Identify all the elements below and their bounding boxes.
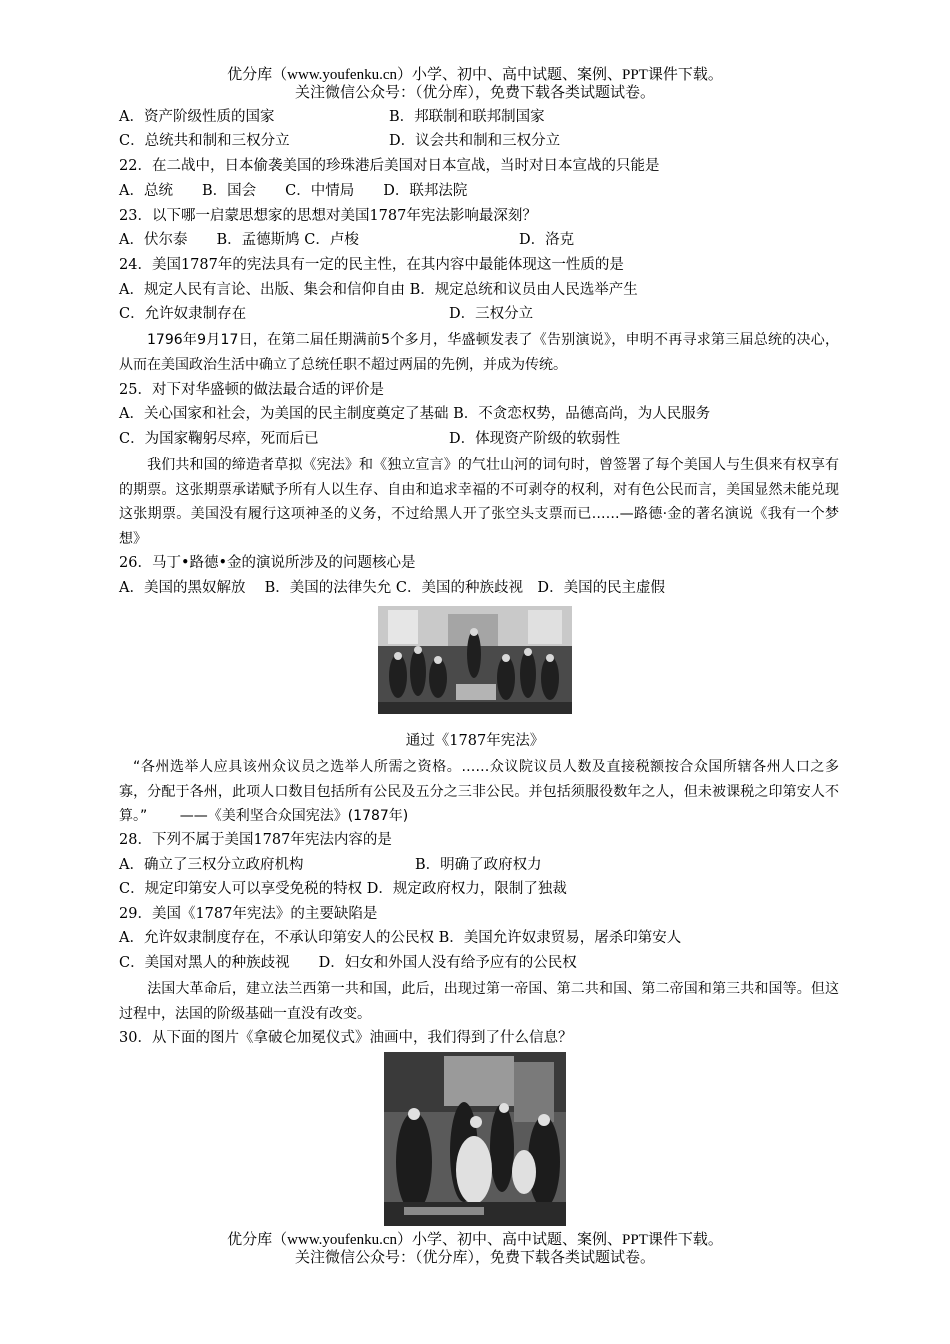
q24-option-d: D．三权分立 <box>449 306 534 322</box>
q23-options <box>119 229 839 251</box>
q29-options-ab: A．允许奴隶制度存在，不承认印第安人的公民权 B．美国允许奴隶贸易，屠杀印第安人 <box>119 930 682 946</box>
site-footer-line1: 优分库（www.youfenku.cn）小学、初中、高中试题、案例、PPT课件下载。 <box>227 1232 723 1248</box>
q25-option-d: D．体现资产阶级的软弱性 <box>449 431 621 447</box>
q24-stem: 24．美国1787年的宪法具有一定的民主性，在其内容中最能体现这一性质的是 <box>119 257 624 273</box>
site-header-line1: 优分库（www.youfenku.cn）小学、初中、高中试题、案例、PPT课件下载。 <box>227 67 723 83</box>
q28-stem: 28．下列不属于美国1787年宪法内容的是 <box>119 832 392 848</box>
q24-option-c: C．允许奴隶制存在 <box>119 306 247 322</box>
passage-mlk: 我们共和国的缔造者草拟《宪法》和《独立宣言》的气壮山河的词句时，曾签署了每个美国人与生俱来有权享有的期票。这张期票承诺赋予所有人以生存、自由和追求幸福的不可剥夺的权利，对有色公民而言，美国显然未能兑现这张期票。美国没有履行这项神圣的义务，不过给黑人开了张空头支票而已……—路德·金的著名演说《我有一个梦想》 <box>119 457 839 547</box>
q23-stem: 23．以下哪一启蒙思想家的思想对美国1787年宪法影响最深刻？ <box>119 208 537 224</box>
q30-stem: 30．从下面的图片《拿破仑加冕仪式》油画中，我们得到了什么信息？ <box>119 1030 573 1046</box>
napoleon-coronation-painting <box>384 1052 566 1226</box>
q24-options-cd <box>119 303 839 325</box>
q22-options: A．总统 B．国会 C．中情局 D．联邦法院 <box>119 183 468 199</box>
q28-option-a: A．确立了三权分立政府机构 <box>119 857 304 873</box>
q29-stem: 29．美国《1787年宪法》的主要缺陷是 <box>119 906 378 922</box>
q21-options-row2 <box>119 130 839 152</box>
constitution-signing-painting <box>378 606 572 714</box>
q25-stem: 25．对下对华盛顿的做法最合适的评价是 <box>119 382 384 398</box>
q21-option-a: A．资产阶级性质的国家 <box>119 109 275 125</box>
q25-option-c: C．为国家鞠躬尽瘁，死而后已 <box>119 431 319 447</box>
q21-options-row1 <box>119 106 839 128</box>
passage-france: 法国大革命后，建立法兰西第一共和国，此后，出现过第一帝国、第二共和国、第二帝国和第三共和国等。但这过程中，法国的阶级基础一直没有改变。 <box>119 981 839 1022</box>
passage-constitution: “各州选举人应具该州众议员之选举人所需之资格。……众议院议员人数及直接税额按合众国所辖各州人口之多寡，分配于各州，此项人口数目包括所有公民及五分之三非公民。并包括须服役数年之人，但未被课税之印第安人不算。” ——《美利坚合众国宪法》(1787年) <box>119 759 839 824</box>
q25-options-ab: A．关心国家和社会，为美国的民主制度奠定了基础 B．不贪恋权势，品德高尚，为人民服务 <box>119 406 711 422</box>
site-header-line2: 关注微信公众号：（优分库），免费下载各类试题试卷。 <box>294 85 655 101</box>
q26-options: A．美国的黑奴解放 B．美国的法律失允 C．美国的种族歧视 D．美国的民主虚假 <box>119 580 666 596</box>
q25-options-cd <box>119 428 839 450</box>
q22-stem: 22．在二战中，日本偷袭美国的珍珠港后美国对日本宣战，当时对日本宣战的只能是 <box>119 158 660 174</box>
q21-option-b: B．邦联制和联邦制国家 <box>389 109 545 125</box>
q21-option-c: C．总统共和制和三权分立 <box>119 133 290 149</box>
q29-options-cd: C．美国对黑人的种族歧视 D．妇女和外国人没有给予应有的公民权 <box>119 955 577 971</box>
q23-option-d: D．洛克 <box>519 232 575 248</box>
figure1-caption: 通过《1787年宪法》 <box>405 733 545 749</box>
site-footer-line2: 关注微信公众号：（优分库），免费下载各类试题试卷。 <box>294 1250 655 1266</box>
q28-options-cd: C．规定印第安人可以享受免税的特权 D．规定政府权力，限制了独裁 <box>119 881 567 897</box>
q26-stem: 26．马丁•路德•金的演说所涉及的问题核心是 <box>119 555 416 571</box>
q21-option-d: D．议会共和制和三权分立 <box>389 133 561 149</box>
q24-options-ab: A．规定人民有言论、出版、集会和信仰自由 B．规定总统和议员由人民选举产生 <box>119 282 638 298</box>
passage-washington: 1796年9月17日，在第二届任期满前5个多月，华盛顿发表了《告别演说》，申明不再寻求第三届总统的决心，从而在美国政治生活中确立了总统任职不超过两届的先例，并成为传统。 <box>119 332 839 373</box>
q28-options-ab <box>119 854 839 876</box>
q28-option-b: B．明确了政府权力 <box>415 857 542 873</box>
q23-options-abc: A．伏尔泰 B．孟德斯鸠 C．卢梭 <box>119 232 359 248</box>
